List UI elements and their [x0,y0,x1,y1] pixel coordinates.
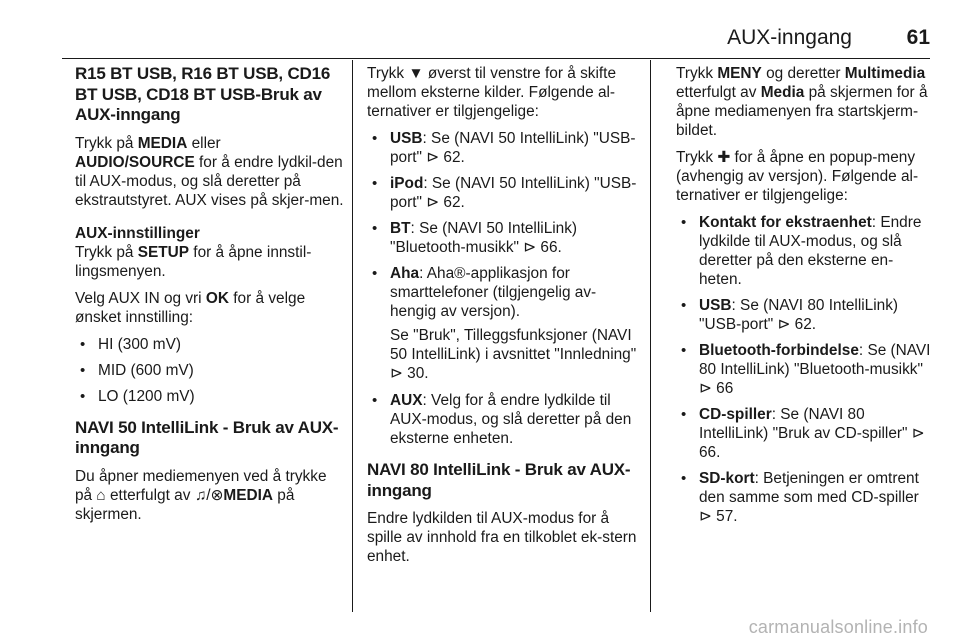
text: Trykk [676,65,718,82]
text: øverst til venstre for å skifte mellom eksterne kilder. Følgende al-ternativer er tilgjengelige: [367,65,616,120]
ok-key-label: OK [205,289,229,307]
media-label: MEDIA [223,486,273,504]
column-divider [650,60,651,612]
watermark: carmanualsonline.info [748,617,928,637]
multimedia-label: Multimedia [844,65,926,82]
item-text: : Se (NAVI 50 IntelliLink) "Bluetooth-musikk" ⊳ 66. [390,220,578,256]
list-item: • LO (1200 mV) [75,387,345,406]
paragraph [75,243,345,281]
item-text: : Se (NAVI 50 IntelliLink) "USB-port" ⊳ 62. [390,130,636,166]
item-term: BT [390,220,411,237]
home-icon: ⌂ [96,486,106,504]
column-divider [352,60,353,612]
list-item [676,469,932,526]
paragraph [676,148,932,205]
list-item [367,264,637,321]
paragraph [367,64,637,121]
page-title: AUX-inngang [727,26,852,49]
item-term: Aha [390,265,420,282]
text: for å endre lydkil-den til AUX-modus, og slå deretter på ekstrautstyret. AUX vises på skjer-men. [75,153,344,209]
text: etterfulgt av [676,84,761,101]
triangle-down-icon: ▼ [408,65,424,82]
text: Trykk [367,65,409,82]
meny-label: MENY [717,65,762,82]
text: og deretter [761,65,845,82]
list-item [367,391,637,448]
item-term: iPod [390,175,424,192]
list-item [367,219,637,257]
text: på skjermen. [75,486,295,523]
source-list [367,129,637,321]
page-number: 61 [906,26,930,49]
paragraph [676,64,932,140]
music-media-icon: ♫/⊗ [194,486,224,504]
item-text: : Se (NAVI 80 IntelliLink) "Bluetooth-musikk" ⊳ 66 [699,342,931,397]
text: eller [187,134,221,152]
media-label: Media [760,84,805,101]
list-item: • MID (600 mV) [75,361,345,380]
subheading: AUX-innstillinger [75,224,200,242]
text: Trykk på [75,243,138,261]
list-item [676,341,932,398]
item-term: AUX [390,392,423,409]
paragraph: Endre lydkilden til AUX-modus for å spille av innhold fra en tilkoblet ek-stern enhet. [367,510,637,565]
item-text: : Betjeningen er omtrent den samme som med CD-spiller ⊳ 57. [699,470,919,525]
column-1 [75,64,345,532]
list-item [676,405,932,462]
paragraph [75,289,345,327]
audio-source-key-label: AUDIO/SOURCE [75,153,195,171]
item-term: Bluetooth-forbindelse [699,342,859,359]
paragraph [75,467,345,524]
text: Velg AUX IN og vri [75,289,206,307]
item-text: : Se (NAVI 50 IntelliLink) "USB-port" ⊳ 62. [390,175,637,211]
source-list [367,391,637,448]
column-2 [367,64,637,574]
item-text: : Velg for å endre lydkilde til AUX-modus, og slå deretter på den eksterne enheten. [390,392,632,447]
text: for å åpne innstil-lingsmenyen. [75,243,312,280]
column-3 [676,64,932,534]
item-term: CD-spiller [699,406,772,423]
text: for å åpne en popup-meny (avhengig av versjon). Følgende al-ternativer er tilgjengelige: [676,149,919,204]
section-heading: NAVI 80 IntelliLink - Bruk av AUX-inngang [367,460,631,500]
text: for å velge ønsket innstilling: [75,289,306,326]
text: etterfulgt av [105,486,195,504]
text: Trykk [676,149,718,166]
list-item [676,296,932,334]
text: Trykk på [75,134,138,152]
paragraph [75,134,345,210]
item-term: Kontakt for ekstraenhet [699,214,872,231]
item-term: USB [699,297,732,314]
section-heading: NAVI 50 IntelliLink - Bruk av AUX-inngang [75,417,339,457]
item-term: USB [390,130,423,147]
page-header [62,10,930,59]
media-key-label: MEDIA [137,134,188,152]
item-text: : Endre lydkilde til AUX-modus, og slå deretter på den eksterne en-heten. [699,214,922,288]
list-item [676,213,932,289]
text: på skjermen for å åpne mediamenyen fra startskjerm-bildet. [676,84,928,139]
setting-list [75,335,345,406]
list-item-continuation: Se "Bruk", Tilleggsfunksjoner (NAVI 50 IntelliLink) i avsnittet "Innledning" ⊳ 30. [390,327,637,382]
list-item [367,174,637,212]
list-item: • HI (300 mV) [75,335,345,354]
list-item [367,129,637,167]
item-text: : Aha®-applikasjon for smarttelefoner (tilgjengelig av-hengig av versjon). [390,265,597,320]
item-text: : Se (NAVI 80 IntelliLink) "Bruk av CD-spiller" ⊳ 66. [699,406,925,461]
section-heading: R15 BT USB, R16 BT USB, CD16 BT USB, CD18 BT USB-Bruk av AUX-inngang [75,64,331,124]
item-text: : Se (NAVI 80 IntelliLink) "USB-port" ⊳ 62. [699,297,899,333]
text: Du åpner mediemenyen ved å trykke på [75,467,327,504]
item-term: SD-kort [699,470,755,487]
plus-icon: ✚ [717,149,731,166]
option-list [676,213,932,526]
setup-key-label: SETUP [137,243,190,261]
